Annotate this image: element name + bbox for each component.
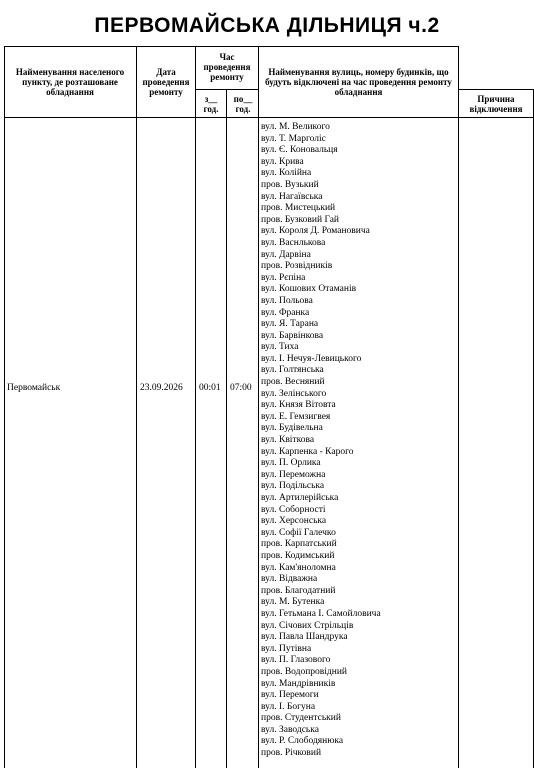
- street-item: вул. Соборності: [261, 504, 326, 515]
- street-item: пров. Розвідників: [261, 261, 333, 272]
- street-item: вул. Васнлькова: [261, 237, 326, 248]
- street-item: вул. Е. Гемзигвея: [261, 411, 331, 422]
- street-item: вул. Зелінського: [261, 388, 327, 399]
- street-item: вул. Короля Д. Романовича: [261, 226, 370, 237]
- street-item: вул. Софії Галечко: [261, 527, 336, 538]
- street-item: вул. Павла Шандрука: [261, 632, 348, 643]
- street-item: вул. Кам'яноломна: [261, 562, 336, 573]
- street-item: вул. І. Нечуя-Левицького: [261, 353, 362, 364]
- street-item: пров. Карпатський: [261, 539, 337, 550]
- street-item: вул. Нагаївська: [261, 191, 323, 202]
- street-item: вул. Переможна: [261, 469, 326, 480]
- street-item: вул. Польова: [261, 295, 313, 306]
- street-item: пров. Бузковий Гай: [261, 214, 340, 225]
- header-time: Час проведення ремонту: [203, 52, 251, 82]
- street-item: вул. П. Орлика: [261, 458, 321, 469]
- street-item: вул. Перемоги: [261, 690, 319, 701]
- street-item: вул. М. Бутенка: [261, 597, 325, 608]
- header-reason: Причина відключення: [469, 94, 523, 114]
- street-item: вул. Тиха: [261, 342, 299, 353]
- street-list: [261, 122, 461, 760]
- street-item: вул. Будівельна: [261, 423, 323, 434]
- street-item: вул. Херсонська: [261, 516, 327, 527]
- street-item: вул. Заводська: [261, 724, 319, 735]
- header-date: Дата проведення ремонту: [142, 67, 190, 97]
- street-item: вул. Кошових Отаманів: [261, 284, 357, 295]
- cell-from: 00:01: [199, 383, 221, 393]
- street-item: вул. Барвінкова: [261, 330, 324, 341]
- street-item: вул. Р. Слободянюка: [261, 736, 344, 747]
- street-item: пров. Студентський: [261, 713, 341, 724]
- street-item: пров. Водопровідний: [261, 666, 348, 677]
- header-settlement: Найменування населеного пункту, де розташоване обладнання: [15, 67, 125, 97]
- street-item: вул. П. Глазового: [261, 655, 331, 666]
- outage-table: [4, 46, 534, 768]
- street-item: вул. Артилерійська: [261, 493, 339, 503]
- header-streets: Найменування вулиць, номеру будинків, що будуть відключені на час проведення ремонту обладнання: [265, 67, 452, 97]
- page-title: ПЕРВОМАЙСЬКА ДІЛЬНИЦЯ ч.2: [94, 14, 440, 37]
- street-item: вул. Франка: [261, 307, 310, 318]
- street-item: вул. Путівна: [261, 643, 312, 654]
- street-item: вул. Квіткова: [261, 435, 315, 446]
- street-item: пров. Кодимський: [261, 550, 335, 561]
- street-item: вул. Відважна: [261, 574, 318, 585]
- header-from: з__ год.: [203, 94, 219, 114]
- street-item: пров. Весняний: [261, 377, 325, 388]
- street-item: пров. Річковий: [261, 748, 322, 759]
- street-item: вул. Гетьмана І. Самойловича: [261, 608, 381, 619]
- street-item: вул. М. Великого: [261, 122, 330, 132]
- street-item: вул. Мандрівників: [261, 678, 336, 689]
- street-item: вул. Т. Марголіс: [261, 133, 326, 144]
- street-item: вул. Крива: [261, 156, 304, 167]
- street-item: вул. Січових Стрільців: [261, 620, 354, 631]
- street-item: вул. Голтянська: [261, 365, 324, 376]
- street-item: вул. І. Богуна: [261, 701, 316, 712]
- street-item: пров. Благодатний: [261, 585, 336, 596]
- cell-settlement: Первомайськ: [7, 383, 61, 393]
- cell-to: 07:00: [230, 383, 252, 393]
- street-item: вул. Колійна: [261, 168, 312, 179]
- street-item: вул. Дарвіна: [261, 249, 311, 260]
- street-item: вул. Рєпіна: [261, 272, 306, 283]
- street-item: пров. Мистецький: [261, 203, 336, 214]
- street-item: вул. Я. Тарана: [261, 319, 319, 330]
- street-item: вул. Карпенка - Карого: [261, 446, 354, 457]
- street-item: вул. Є. Коновальця: [261, 145, 338, 156]
- street-item: пров. Вузький: [261, 179, 319, 190]
- cell-date: 23.09.2026: [140, 383, 183, 393]
- street-item: вул. Подільська: [261, 481, 325, 492]
- header-to: по__ год.: [233, 94, 253, 114]
- street-item: вул. Князя Вітовта: [261, 400, 336, 411]
